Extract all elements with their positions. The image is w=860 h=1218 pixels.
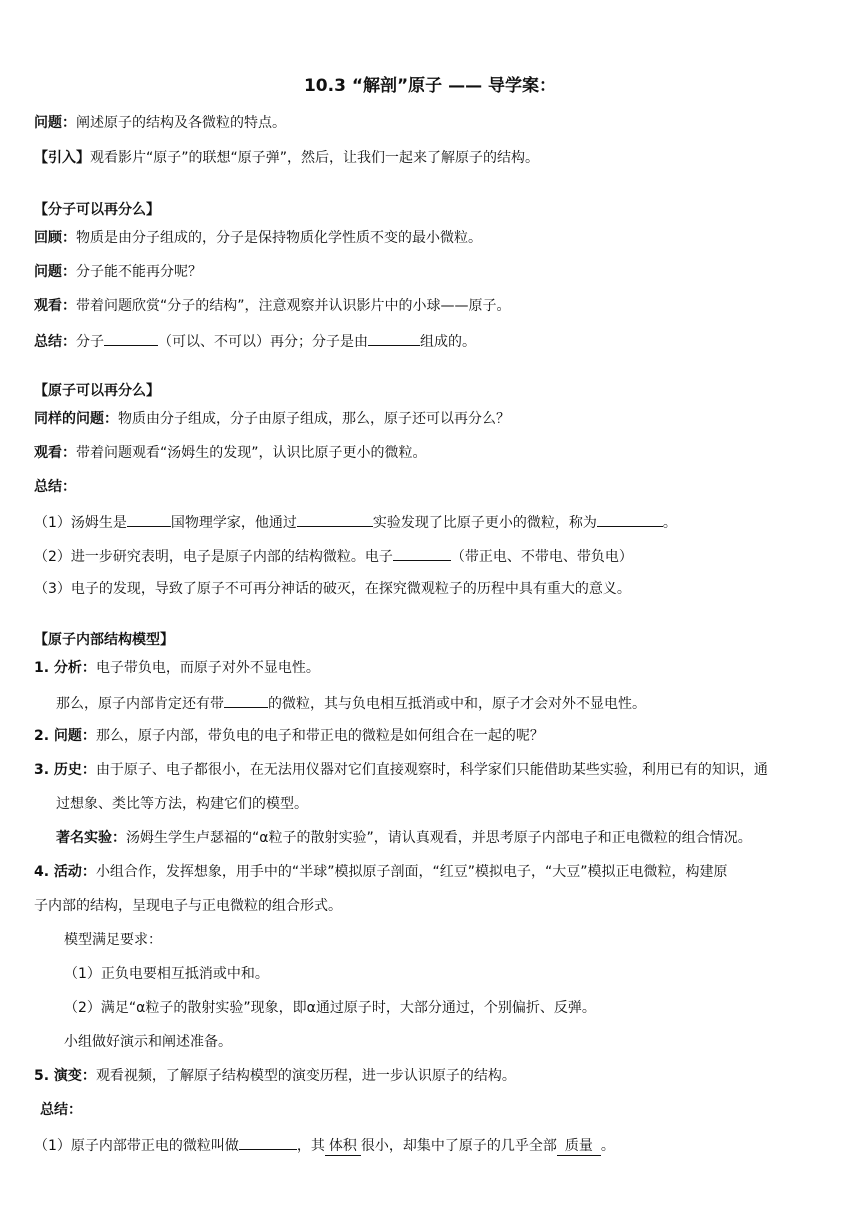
label: 1. 分析： (34, 660, 96, 676)
text: 那么，原子内部肯定还有带 (56, 696, 224, 712)
text: 由于原子、电子都很小，在无法用仪器对它们直接观察时，科学家们只能借助某些实验，利用已有的知识，通 (95, 762, 768, 778)
same-question-line (34, 409, 510, 429)
summary-label-3: 总结： (40, 1102, 82, 1118)
requirement-3: 小组做好演示和阐述准备。 (64, 1034, 232, 1050)
text: 组成的。 (420, 334, 476, 350)
text: 物质是由分子组成的，分子是保持物质化学性质不变的最小微粒。 (76, 230, 482, 246)
label: 4. 活动： (34, 864, 96, 880)
label: 问题： (34, 264, 76, 280)
intro-lead (34, 148, 539, 168)
requirement-2: （2）满足“α粒子的散射实验”现象，即α通过原子时，大部分通过，个别偏折、反弹。 (64, 1000, 596, 1016)
review-line (34, 228, 482, 248)
summary-point-2 (34, 545, 633, 567)
watch-line-2 (34, 443, 427, 463)
section-heading-model: 【原子内部结构模型】 (34, 632, 174, 648)
text: 。 (662, 515, 677, 531)
answer-blank[interactable] (224, 692, 268, 708)
text: （2）进一步研究表明，电子是原子内部的结构微粒。电子 (34, 549, 393, 565)
label: 回顾： (34, 230, 76, 246)
text: 的微粒，其与负电相互抵消或中和，原子才会对外不显电性。 (268, 696, 646, 712)
text: 实验发现了比原子更小的微粒，称为 (372, 515, 597, 531)
answer-blank[interactable] (597, 511, 663, 527)
label: 【引入】 (34, 150, 90, 166)
question-line-3 (34, 726, 544, 746)
activity-line (34, 862, 727, 882)
text: 汤姆生学生卢瑟福的“α粒子的散射实验”，请认真观看，并思考原子内部电子和正电微粒的组合情况。 (126, 830, 752, 846)
text: ，其 (296, 1138, 325, 1154)
summary-point-3: （3）电子的发现，导致了原子不可再分神话的破灭，在探究微观粒子的历程中具有重大的意义。 (34, 581, 631, 597)
text: 国物理学家，他通过 (170, 515, 297, 531)
text: （1）原子内部带正电的微粒叫做 (34, 1138, 239, 1154)
text: （可以、不可以）再分；分子是由 (158, 334, 368, 350)
label: 总结： (34, 334, 76, 350)
label: 问题： (34, 115, 76, 131)
answer-blank[interactable] (127, 511, 171, 527)
text: 分子能不能再分呢？ (76, 264, 202, 280)
history-line (34, 760, 768, 780)
text: 很小，却集中了原子的几乎全部 (360, 1138, 557, 1154)
label: 5. 演变： (34, 1068, 96, 1084)
requirements-heading: 模型满足要求： (64, 932, 162, 948)
evolution-line (34, 1066, 516, 1086)
text: 。 (600, 1138, 615, 1154)
text: 阐述原子的结构及各微粒的特点。 (76, 115, 286, 131)
text: 那么，原子内部，带负电的电子和带正电的微粒是如何组合在一起的呢？ (95, 728, 544, 744)
text: （1）汤姆生是 (34, 515, 127, 531)
summary-point-1 (34, 511, 677, 533)
answer-blank[interactable] (239, 1134, 297, 1150)
text: 带着问题观看“汤姆生的发现”，认识比原子更小的微粒。 (76, 445, 427, 461)
label: 同样的问题： (34, 411, 118, 427)
label: 观看： (34, 445, 76, 461)
text: 观看影片“原子”的联想“原子弹”，然后，让我们一起来了解原子的结构。 (90, 150, 540, 166)
label: 观看： (34, 298, 76, 314)
text: 小组合作，发挥想象，用手中的“半球”模拟原子剖面，“红豆”模拟电子，“大豆”模拟正电微粒，构建原 (95, 864, 728, 880)
section-heading-atom: 【原子可以再分么】 (34, 383, 160, 399)
filled-answer: 体积 (325, 1137, 361, 1156)
label: 2. 问题： (34, 728, 96, 744)
answer-blank[interactable] (297, 511, 373, 527)
requirement-1: （1）正负电要相互抵消或中和。 (64, 966, 269, 982)
question-line (34, 262, 202, 282)
answer-blank[interactable] (368, 330, 420, 346)
text: 带着问题欣赏“分子的结构”，注意观察并认识影片中的小球——原子。 (76, 298, 511, 314)
answer-blank[interactable] (393, 545, 451, 561)
page-title: 10.3 “解剖”原子 —— 导学案： (303, 76, 557, 96)
text: （带正电、不带电、带负电） (450, 549, 633, 565)
analysis-cont (56, 692, 646, 714)
label: 3. 历史： (34, 762, 96, 778)
watch-line (34, 296, 511, 316)
history-cont: 过想象、类比等方法，构建它们的模型。 (56, 796, 308, 812)
filled-answer: 质量 (557, 1137, 601, 1156)
analysis-line (34, 658, 320, 678)
summary-point-final (34, 1134, 615, 1156)
text: 物质由分子组成，分子由原子组成，那么，原子还可以再分么？ (118, 411, 510, 427)
intro-question (34, 113, 286, 133)
summary-label-2: 总结： (34, 479, 76, 495)
famous-experiment-line (56, 828, 752, 848)
text: 分子 (76, 334, 104, 350)
summary-line (34, 330, 476, 352)
text: 观看视频，了解原子结构模型的演变历程，进一步认识原子的结构。 (95, 1068, 516, 1084)
label: 著名实验： (56, 830, 126, 846)
text: 电子带负电，而原子对外不显电性。 (95, 660, 320, 676)
answer-blank[interactable] (104, 330, 158, 346)
section-heading-molecule: 【分子可以再分么】 (34, 202, 160, 218)
activity-cont: 子内部的结构，呈现电子与正电微粒的组合形式。 (34, 898, 342, 914)
